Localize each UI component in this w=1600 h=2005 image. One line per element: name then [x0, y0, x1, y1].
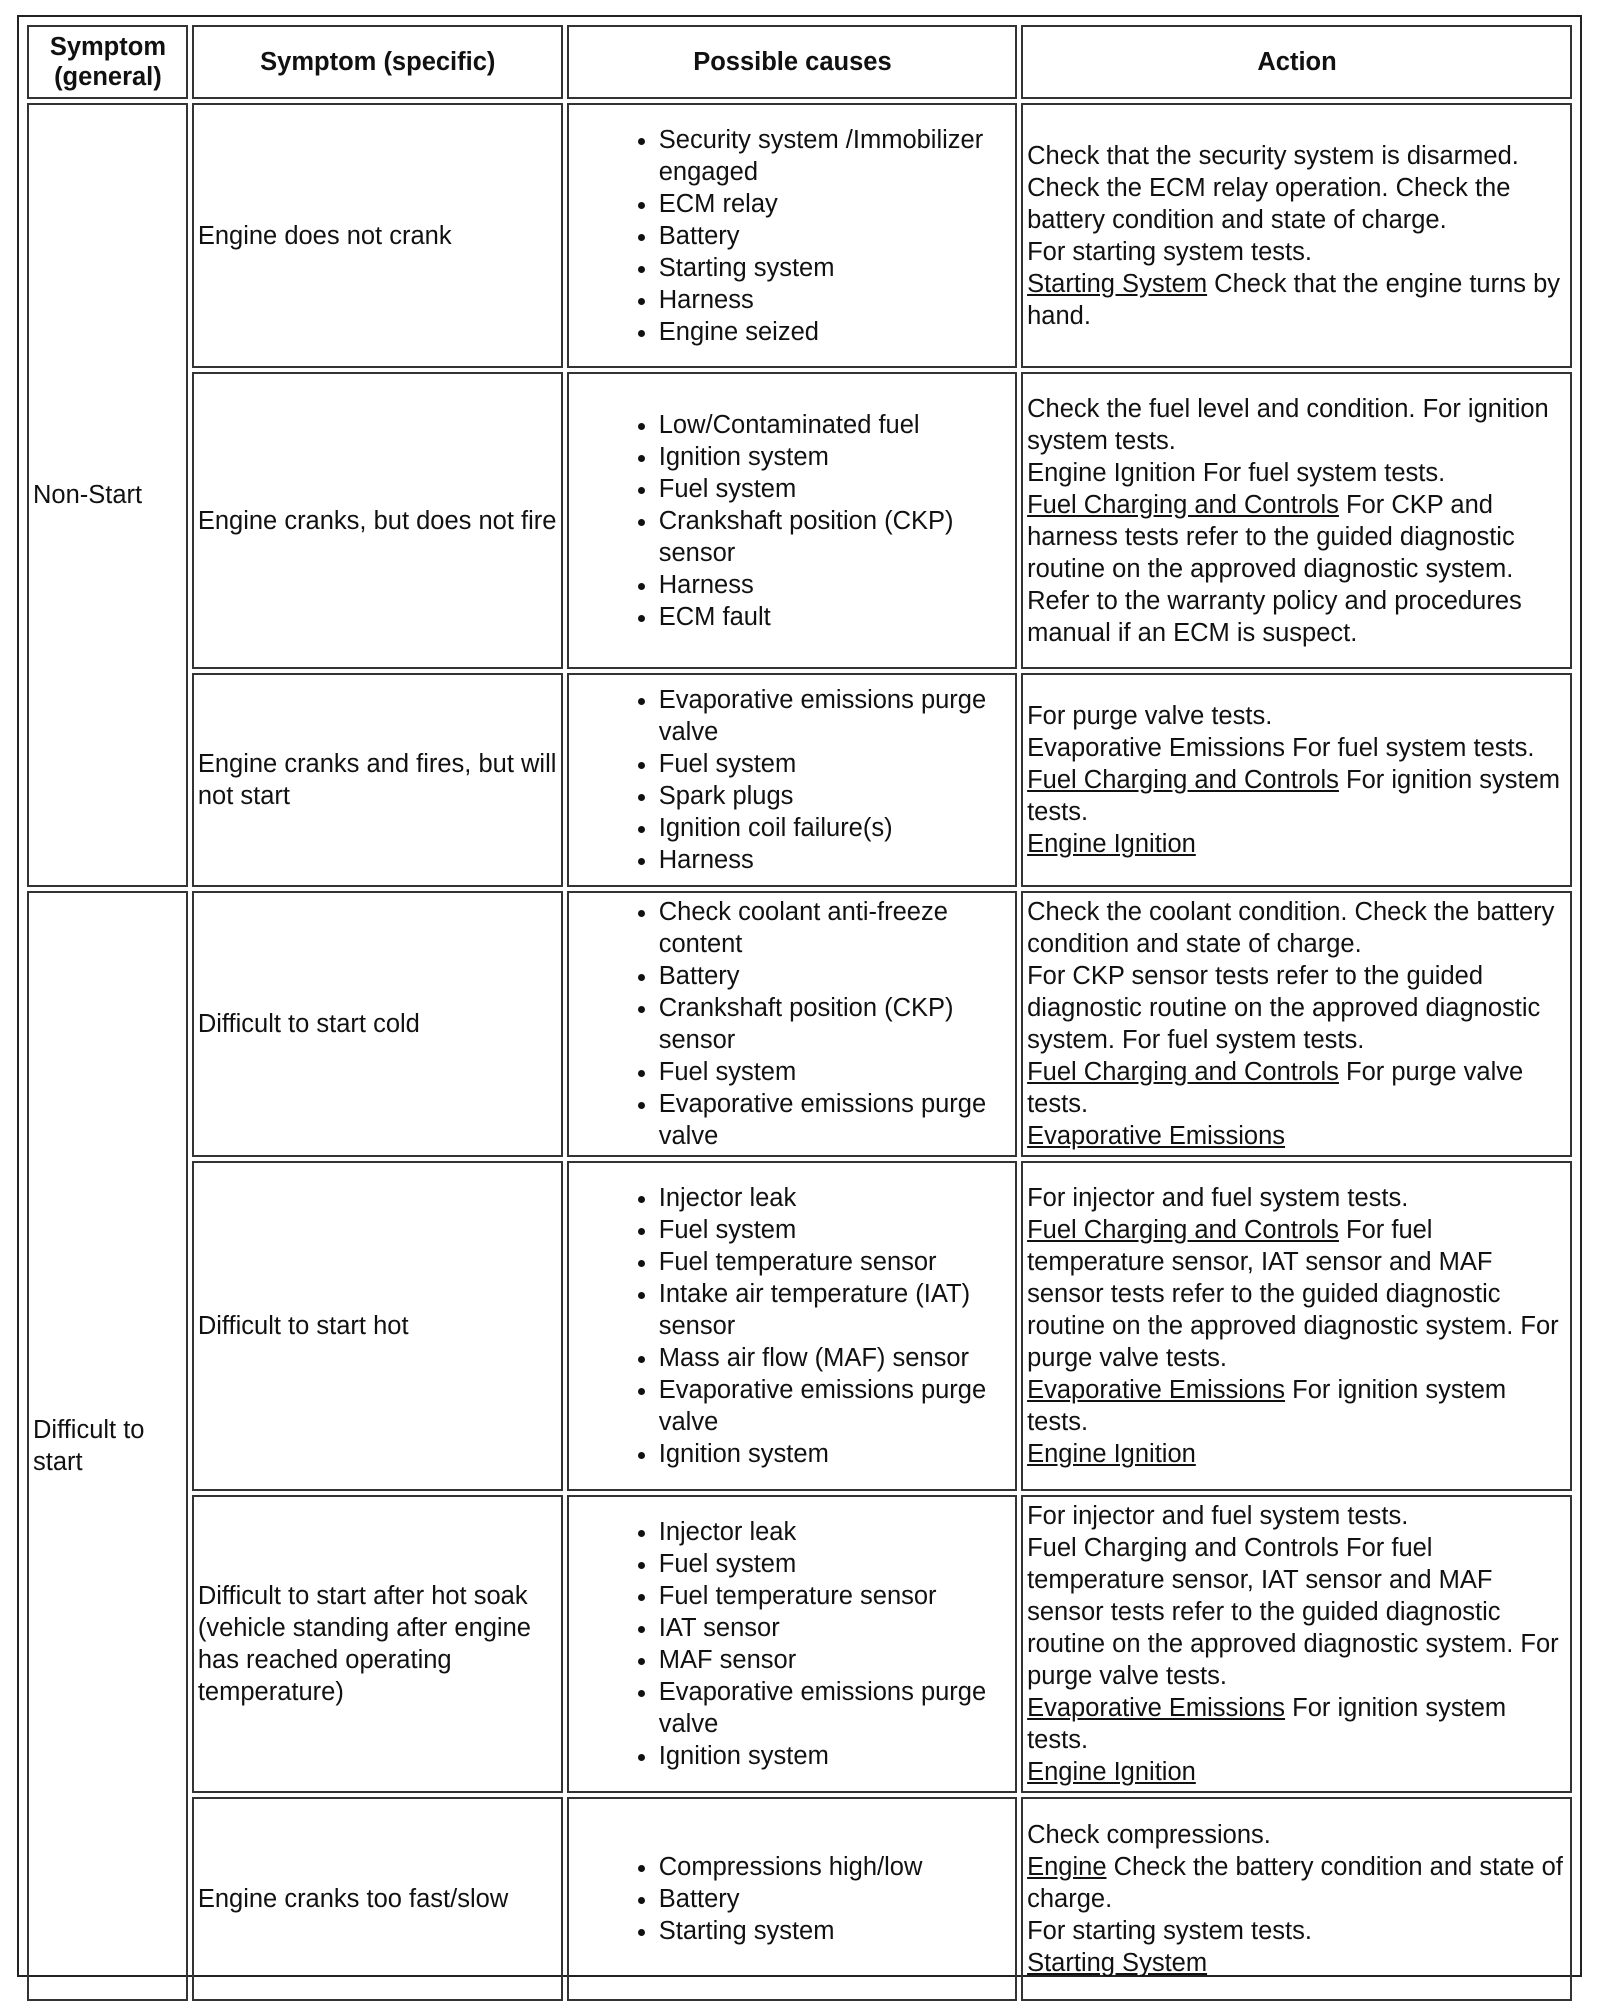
cause-item: • Fuel system: [659, 1056, 1012, 1088]
action-text: For injector and fuel system tests.: [1027, 1184, 1409, 1212]
cause-item: • Evaporative emissions purge valve: [659, 1374, 1012, 1438]
possible-causes-cell: [567, 673, 1017, 887]
action-text: Evaporative Emissions For fuel system tests.: [1027, 734, 1535, 762]
possible-causes-cell: [567, 372, 1017, 669]
table-row: [27, 372, 1572, 669]
action-line: [1027, 1214, 1567, 1374]
symptom-specific-cell: Difficult to start after hot soak (vehicle standing after engine has reached operating temperature): [192, 1495, 563, 1793]
action-text: For purge valve tests.: [1027, 702, 1273, 730]
causes-list: [573, 124, 1012, 348]
cause-item: • Ignition system: [659, 1438, 1012, 1470]
action-line: [1027, 393, 1567, 457]
cause-item: • Mass air flow (MAF) sensor: [659, 1342, 1012, 1374]
reference-link[interactable]: Evaporative Emissions: [1027, 1376, 1286, 1404]
table-row: [27, 1495, 1572, 1793]
action-line: [1027, 1819, 1567, 1851]
cause-item: • Fuel system: [659, 1214, 1012, 1246]
cause-item: • Starting system: [659, 252, 1012, 284]
symptom-specific-cell: Engine does not crank: [192, 103, 563, 368]
action-text: For fuel temperature sensor, IAT sensor and MAF sensor tests refer to the guided diagnostic routine on the approved diagnostic system. For purge valve tests.: [1027, 1216, 1559, 1372]
cause-item: • Crankshaft position (CKP) sensor: [659, 992, 1012, 1056]
cause-item: • Fuel system: [659, 748, 1012, 780]
action-text: Check compressions.: [1027, 1821, 1271, 1849]
action-cell: [1021, 1161, 1572, 1491]
reference-link[interactable]: Starting System: [1027, 269, 1208, 298]
action-text: For ignition system tests.: [1027, 1376, 1507, 1436]
reference-link[interactable]: Starting System: [1027, 1949, 1208, 1977]
table-body: [27, 103, 1572, 2001]
cause-item: • Battery: [659, 1883, 1012, 1915]
causes-list: [573, 684, 1012, 876]
action-text: For purge valve tests.: [1027, 1058, 1524, 1118]
cause-item: • Compressions high/low: [659, 1851, 1012, 1883]
action-line: [1027, 1182, 1567, 1214]
reference-link[interactable]: Fuel Charging and Controls: [1027, 1216, 1339, 1244]
cause-item: • Harness: [659, 284, 1012, 316]
symptom-specific-cell: Engine cranks and fires, but will not start: [192, 673, 563, 887]
symptom-specific-cell: Difficult to start hot: [192, 1161, 563, 1491]
action-line: [1027, 700, 1567, 732]
cause-item: • IAT sensor: [659, 1612, 1012, 1644]
action-line: [1027, 268, 1567, 332]
action-cell: [1021, 372, 1572, 669]
symptom-specific-cell: Engine cranks, but does not fire: [192, 372, 563, 669]
symptom-specific-cell: Engine cranks too fast/slow: [192, 1797, 563, 2001]
action-text: For CKP and harness tests refer to the guided diagnostic routine on the approved diagnostic system. Refer to the warranty policy and procedures manual if an ECM is suspect.: [1027, 490, 1522, 647]
cause-item: • Ignition coil failure(s): [659, 812, 1012, 844]
cause-item: • Crankshaft position (CKP) sensor: [659, 505, 1012, 569]
table-row: [27, 1797, 1572, 2001]
cause-item: • Spark plugs: [659, 780, 1012, 812]
cause-item: • Fuel system: [659, 473, 1012, 505]
action-text: Check the battery condition and state of charge.: [1027, 1853, 1563, 1913]
action-line: [1027, 1500, 1567, 1532]
action-line: [1027, 1692, 1567, 1756]
reference-link[interactable]: Engine Ignition: [1027, 830, 1196, 858]
action-line: [1027, 1851, 1567, 1915]
action-text: Fuel Charging and Controls For fuel temperature sensor, IAT sensor and MAF sensor tests refer to the guided diagnostic routine on the approved diagnostic system. For purge valve tests.: [1027, 1534, 1559, 1690]
possible-causes-cell: [567, 103, 1017, 368]
cause-item: • Injector leak: [659, 1182, 1012, 1214]
possible-causes-cell: [567, 1495, 1017, 1793]
causes-list: [573, 1851, 1012, 1947]
action-cell: [1021, 1495, 1572, 1793]
action-line: [1027, 828, 1567, 860]
action-cell: [1021, 673, 1572, 887]
cause-item: • ECM fault: [659, 601, 1012, 633]
action-line: [1027, 764, 1567, 828]
action-line: [1027, 489, 1567, 649]
action-line: [1027, 236, 1567, 268]
cause-item: • Low/Contaminated fuel: [659, 409, 1012, 441]
action-cell: [1021, 891, 1572, 1157]
cause-item: • Harness: [659, 569, 1012, 601]
action-text: For starting system tests.: [1027, 237, 1312, 266]
cause-item: • Battery: [659, 960, 1012, 992]
action-line: [1027, 1120, 1567, 1152]
table-row: [27, 891, 1572, 1157]
cause-item: • Injector leak: [659, 1516, 1012, 1548]
table-row: [27, 103, 1572, 368]
diagnostic-sheet: [17, 15, 1582, 1977]
action-text: Check that the security system is disarmed. Check the ECM relay operation. Check the battery condition and state of charge.: [1027, 141, 1519, 234]
table-row: [27, 673, 1572, 887]
table-row: [27, 1161, 1572, 1491]
header-possible-causes: Possible causes: [567, 25, 1017, 99]
action-line: [1027, 1947, 1567, 1979]
possible-causes-cell: [567, 1797, 1017, 2001]
reference-link[interactable]: Evaporative Emissions: [1027, 1122, 1286, 1150]
reference-link[interactable]: Fuel Charging and Controls: [1027, 490, 1339, 519]
action-text: Check the fuel level and condition. For ignition system tests.: [1027, 394, 1549, 455]
action-cell: [1021, 1797, 1572, 2001]
possible-causes-cell: [567, 1161, 1017, 1491]
action-line: [1027, 1374, 1567, 1438]
cause-item: • Security system /Immobilizer engaged: [659, 124, 1012, 188]
cause-item: • ECM relay: [659, 188, 1012, 220]
action-line: [1027, 140, 1567, 236]
cause-item: • Fuel temperature sensor: [659, 1580, 1012, 1612]
causes-list: [573, 409, 1012, 633]
cause-item: • Harness: [659, 844, 1012, 876]
action-line: [1027, 732, 1567, 764]
action-line: [1027, 457, 1567, 489]
reference-link[interactable]: Engine Ignition: [1027, 1758, 1196, 1786]
symptom-general-cell: Non-Start: [27, 103, 188, 887]
header-action: Action: [1021, 25, 1572, 99]
action-text: For ignition system tests.: [1027, 766, 1561, 826]
header-symptom-general: Symptom (general): [27, 25, 188, 99]
reference-link[interactable]: Engine Ignition: [1027, 1440, 1196, 1468]
cause-item: • Check coolant anti-freeze content: [659, 896, 1012, 960]
symptom-table: [23, 21, 1576, 2005]
action-text: Check the coolant condition. Check the battery condition and state of charge.: [1027, 898, 1555, 958]
header-row: [27, 25, 1572, 99]
cause-item: • Starting system: [659, 1915, 1012, 1947]
action-line: [1027, 1756, 1567, 1788]
causes-list: [573, 1182, 1012, 1470]
possible-causes-cell: [567, 891, 1017, 1157]
cause-item: • Evaporative emissions purge valve: [659, 1676, 1012, 1740]
action-line: [1027, 1056, 1567, 1120]
action-line: [1027, 1532, 1567, 1692]
symptom-specific-cell: Difficult to start cold: [192, 891, 563, 1157]
cause-item: • Evaporative emissions purge valve: [659, 1088, 1012, 1152]
causes-list: [573, 896, 1012, 1152]
cause-item: • Fuel system: [659, 1548, 1012, 1580]
symptom-general-cell: Difficult to start: [27, 891, 188, 2001]
causes-list: [573, 1516, 1012, 1772]
cause-item: • Engine seized: [659, 316, 1012, 348]
cause-item: • Evaporative emissions purge valve: [659, 684, 1012, 748]
reference-link[interactable]: Evaporative Emissions: [1027, 1694, 1286, 1722]
cause-item: • Intake air temperature (IAT) sensor: [659, 1278, 1012, 1342]
action-line: [1027, 896, 1567, 960]
reference-link[interactable]: Fuel Charging and Controls: [1027, 1058, 1339, 1086]
action-text: Check that the engine turns by hand.: [1027, 269, 1561, 330]
action-line: [1027, 1915, 1567, 1947]
action-text: Engine Ignition For fuel system tests.: [1027, 458, 1446, 487]
action-text: For injector and fuel system tests.: [1027, 1502, 1409, 1530]
cause-item: • Ignition system: [659, 1740, 1012, 1772]
action-line: [1027, 960, 1567, 1056]
reference-link[interactable]: Engine: [1027, 1853, 1107, 1881]
cause-item: • Battery: [659, 220, 1012, 252]
cause-item: • MAF sensor: [659, 1644, 1012, 1676]
reference-link[interactable]: Fuel Charging and Controls: [1027, 766, 1339, 794]
cause-item: • Fuel temperature sensor: [659, 1246, 1012, 1278]
header-symptom-specific: Symptom (specific): [192, 25, 563, 99]
action-line: [1027, 1438, 1567, 1470]
action-text: For CKP sensor tests refer to the guided diagnostic routine on the approved diagnostic system. For fuel system tests.: [1027, 962, 1541, 1054]
action-text: For ignition system tests.: [1027, 1694, 1507, 1754]
action-text: For starting system tests.: [1027, 1917, 1312, 1945]
cause-item: • Ignition system: [659, 441, 1012, 473]
action-cell: [1021, 103, 1572, 368]
